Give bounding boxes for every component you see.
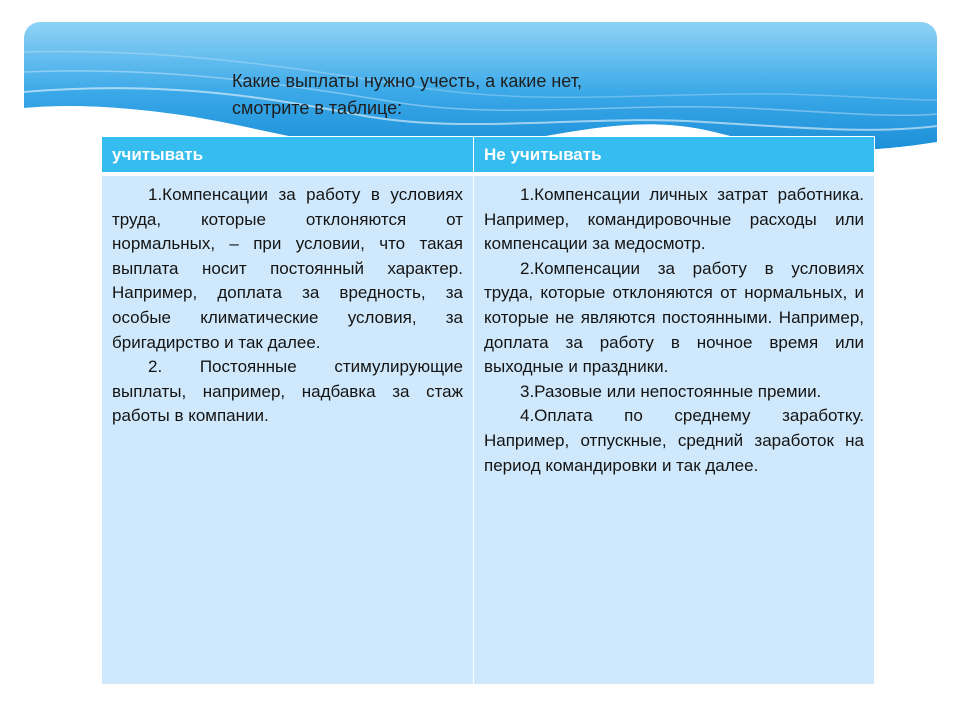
header-exclude: Не учитывать xyxy=(474,137,875,175)
exclude-item-1: 1.Компенсации личных затрат работника. Например, командировочные расходы или компенсации за медосмотр. xyxy=(484,185,864,254)
exclude-cell xyxy=(474,174,875,685)
intro-line-1: Какие выплаты нужно учесть, а какие нет, xyxy=(232,71,582,91)
exclude-item-2: 2.Компенсации за работу в условиях труда, которые отклоняются от нормальных, и которые не являются постоянными. Например, доплата за работу в ночное время или выходные и праздники. xyxy=(484,258,864,377)
table-row xyxy=(102,174,875,685)
exclude-item-4: 4.Оплата по среднему заработку. Например, отпускные, средний заработок на период командировки и так далее. xyxy=(484,406,864,475)
intro-text xyxy=(232,68,692,122)
exclude-item-3: 3.Разовые или непостоянные премии. xyxy=(520,381,822,401)
header-include: учитывать xyxy=(102,137,474,175)
include-item-2: 2. Постоянные стимулирующие выплаты, например, надбавка за стаж работы в компании. xyxy=(112,357,463,426)
table-header-row xyxy=(102,137,875,175)
payments-table xyxy=(101,136,875,685)
include-cell xyxy=(102,174,474,685)
intro-line-2: смотрите в таблице: xyxy=(232,98,403,118)
include-item-1: 1.Компенсации за работу в условиях труда, которые отклоняются от нормальных, – при условии, что такая выплата носит постоянный характер. Например, доплата за вредность, за особые климатические условия, за бригадирство и так далее. xyxy=(112,185,463,352)
